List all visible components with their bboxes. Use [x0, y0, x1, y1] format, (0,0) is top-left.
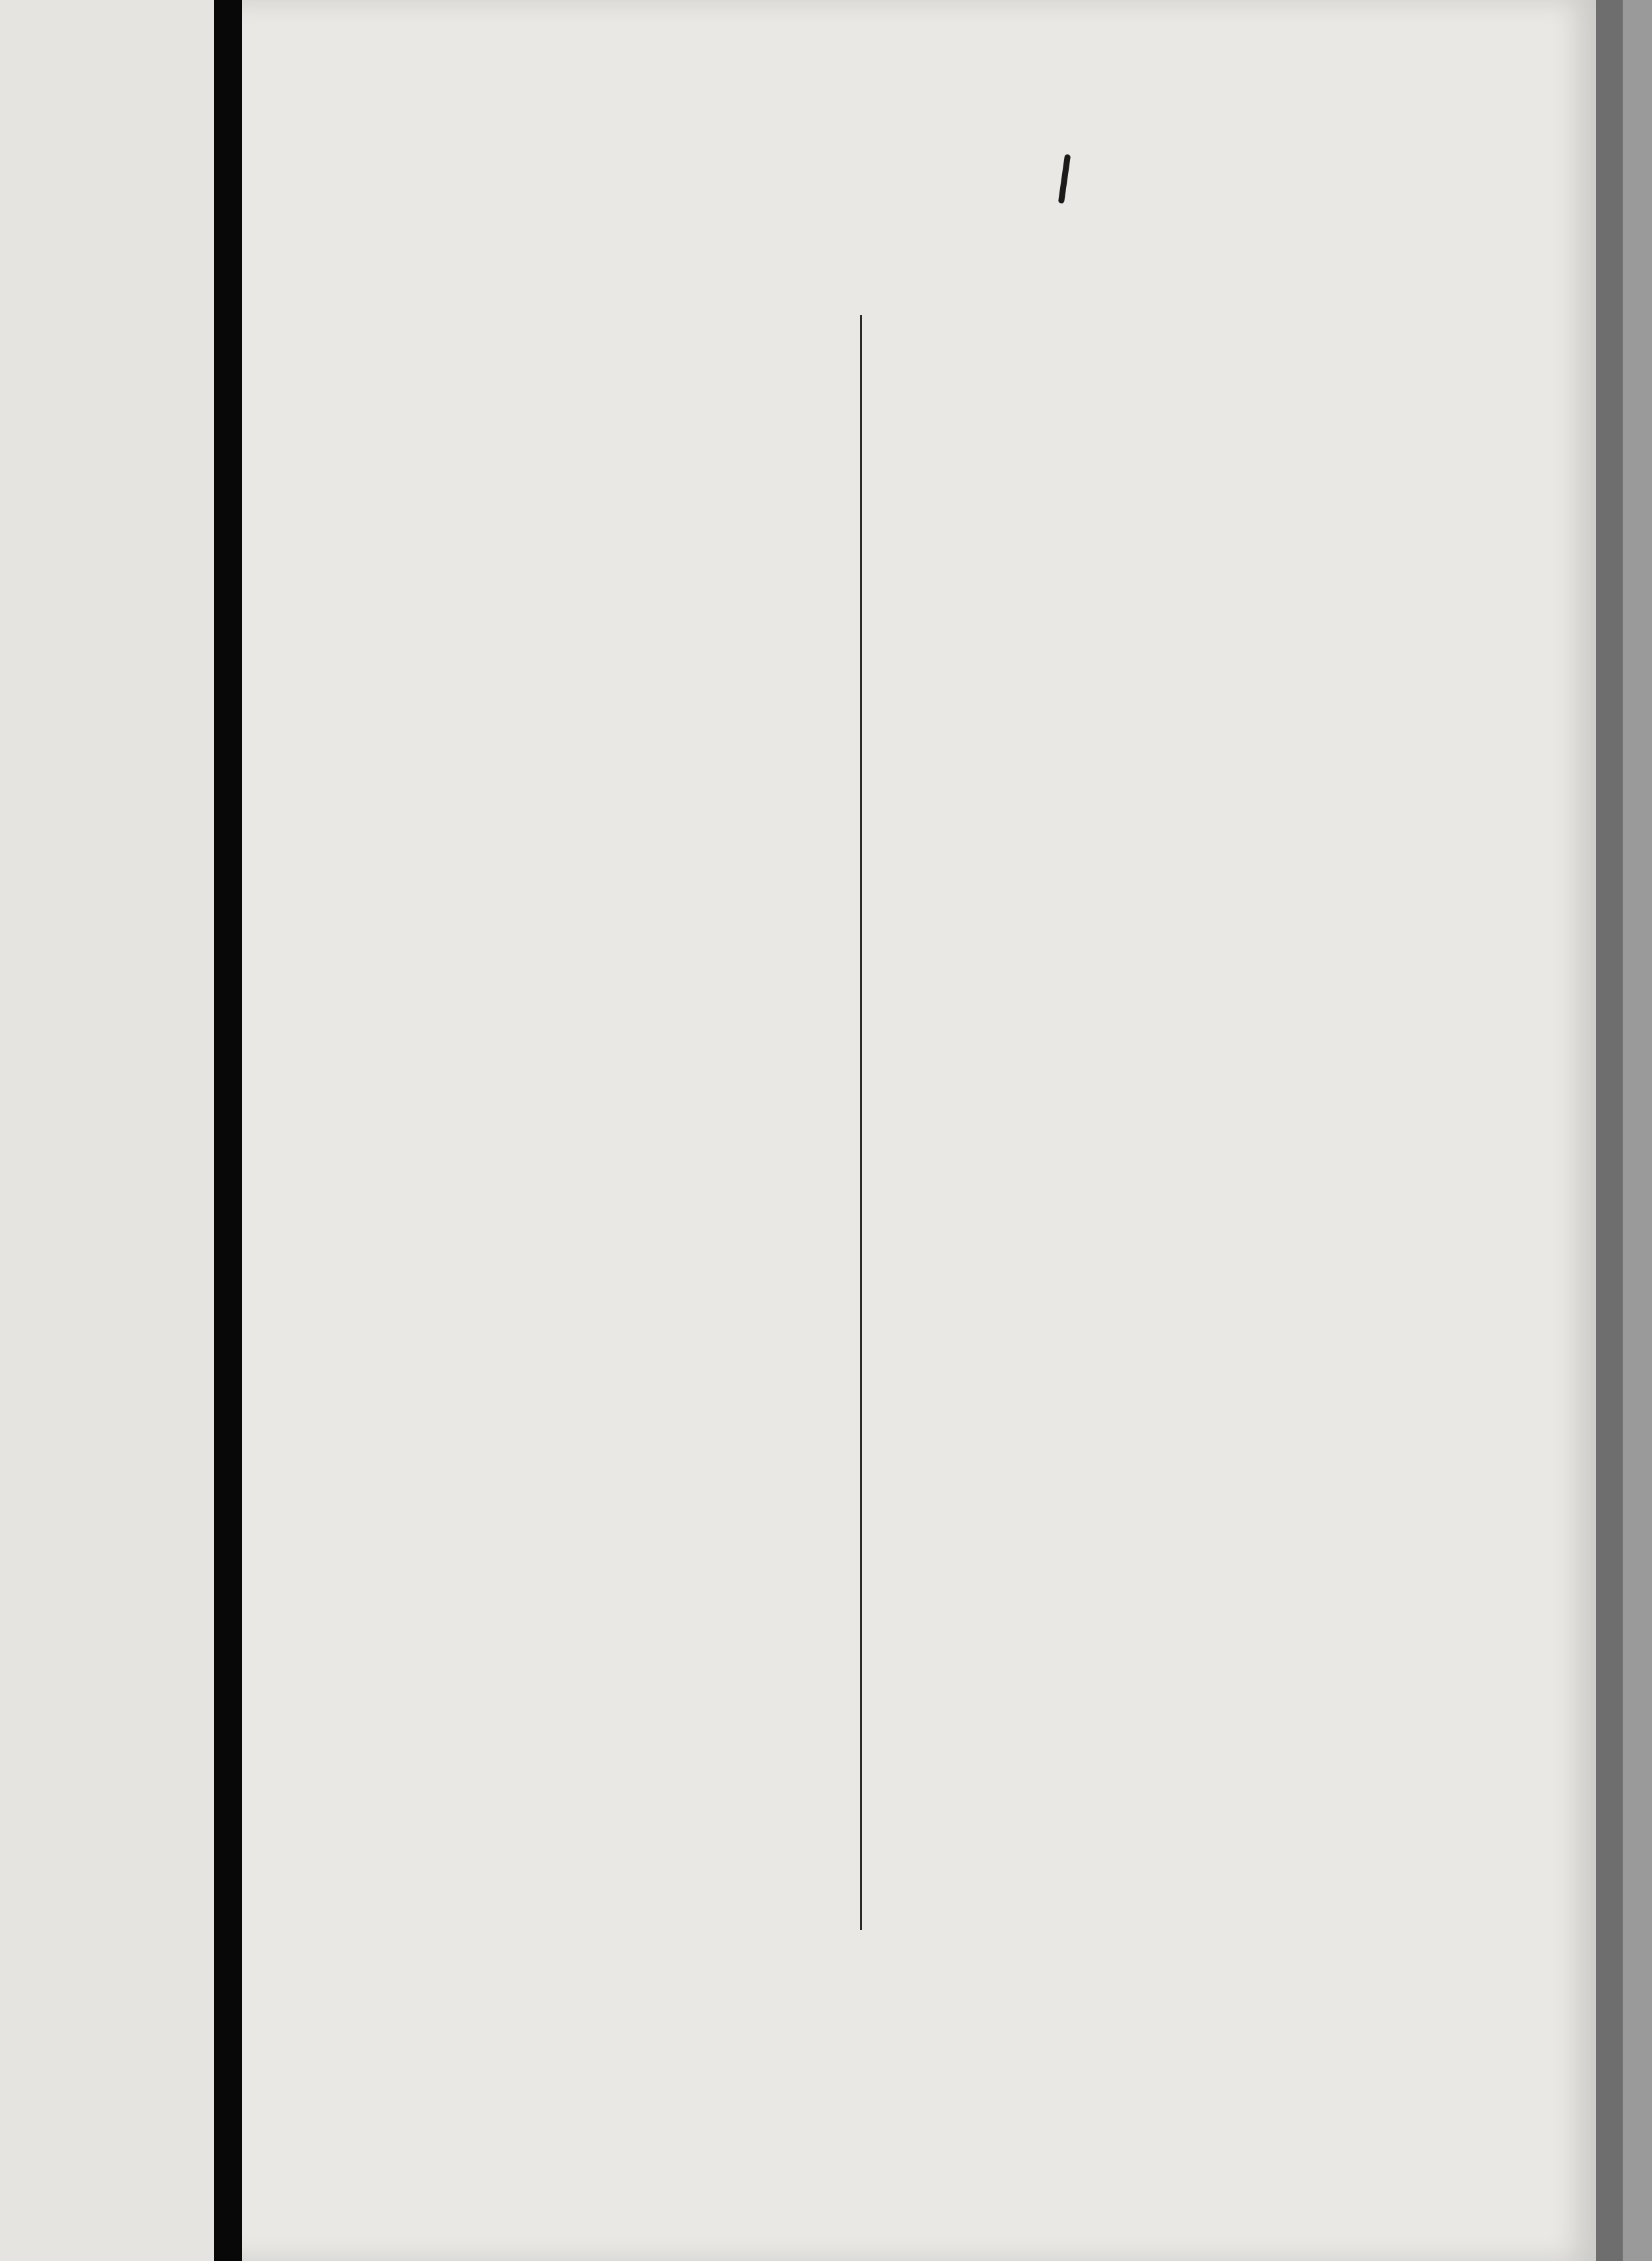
- column-divider: [860, 315, 862, 1930]
- page-edge-background: [1623, 0, 1652, 2261]
- ink-mark: [1058, 154, 1071, 204]
- index-page: [242, 0, 1596, 2261]
- facing-page-left: [0, 0, 214, 2261]
- book-gutter: [214, 0, 242, 2261]
